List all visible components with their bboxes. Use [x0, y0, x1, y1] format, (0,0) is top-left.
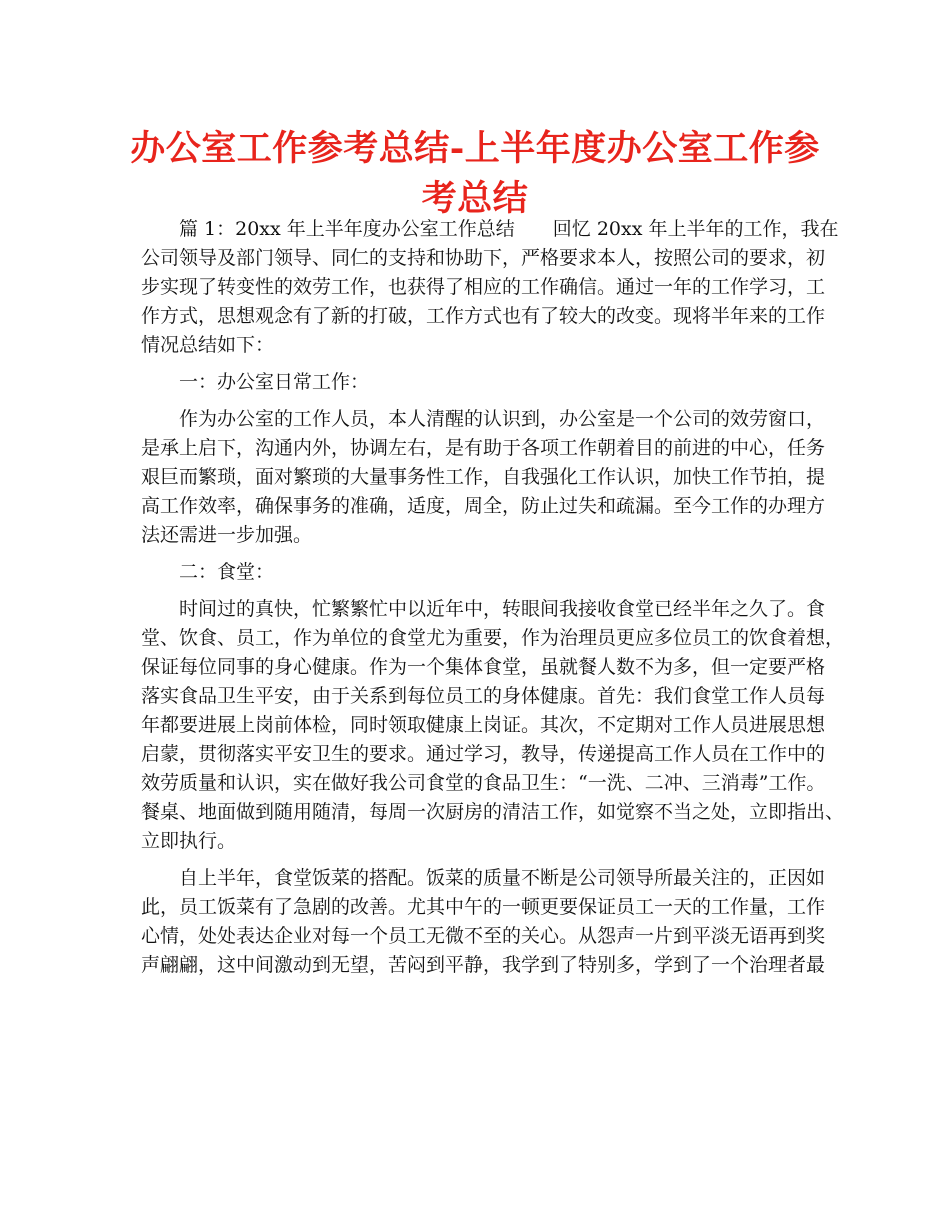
body-text-line: 作方式，思想观念有了新的打破，工作方式也有了较大的改变。现将半年来的工作 — [141, 305, 826, 327]
body-text-line: 餐桌、地面做到随用随清，每周一次厨房的清洁工作，如觉察不当之处，立即指出、 — [141, 801, 845, 823]
body-text-line: 高工作效率，确保事务的准确，适度，周全，防止过失和疏漏。至今工作的办理方 — [141, 495, 826, 517]
body-text-line: 此，员工饭菜有了急剧的改善。尤其中午的一顿更要保证员工一天的工作量，工作 — [141, 896, 826, 918]
body-text-line: 一：办公室日常工作： — [179, 371, 370, 393]
body-text-line: 法还需进一步加强。 — [141, 524, 313, 546]
document-body — [141, 215, 845, 980]
body-text-line: 时间过的真快，忙繁繁忙中以近年中，转眼间我接收食堂已经半年之久了。食 — [179, 598, 826, 620]
body-text-line: 落实食品卫生平安，由于关系到每位员工的身体健康。首先：我们食堂工作人员每 — [141, 685, 826, 707]
document-title: 办公室工作参考总结-上半年度办公室工作参考总结 — [130, 128, 820, 219]
body-text-line: 篇 1：20xx 年上半年度办公室工作总结 回忆 20xx 年上半年的工作，我在 — [179, 218, 839, 240]
body-text-line: 心情，处处表达企业对每一个员工无微不至的关心。从怨声一片到平淡无语再到奖 — [141, 925, 826, 947]
body-text-line: 是承上启下，沟通内外，协调左右，是有助于各项工作朝着目的前进的中心，任务 — [141, 437, 826, 459]
body-text-line: 启蒙，贯彻落实平安卫生的要求。通过学习，教导，传递提高工作人员在工作中的 — [141, 743, 826, 765]
body-text-line: 艰巨而繁琐，面对繁琐的大量事务性工作，自我强化工作认识，加快工作节拍，提 — [141, 466, 826, 488]
body-text-line: 保证每位同事的身心健康。作为一个集体食堂，虽就餐人数不为多，但一定要严格 — [141, 656, 826, 678]
body-text-line: 立即执行。 — [141, 830, 237, 852]
body-text-line: 年都要进展上岗前体检，同时领取健康上岗证。其次，不定期对工作人员进展思想 — [141, 714, 826, 736]
body-text-line: 自上半年，食堂饭菜的搭配。饭菜的质量不断是公司领导所最关注的，正因如 — [179, 867, 826, 889]
body-text-line: 声翩翩，这中间激动到无望，苦闷到平静，我学到了特别多，学到了一个治理者最 — [141, 954, 826, 976]
body-text-line: 步实现了转变性的效劳工作，也获得了相应的工作确信。通过一年的工作学习，工 — [141, 276, 826, 298]
body-text-line: 效劳质量和认识，实在做好我公司食堂的食品卫生：“一洗、二冲、三消毒”工作。 — [141, 772, 826, 794]
body-text-line: 公司领导及部门领导、同仁的支持和协助下，严格要求本人，按照公司的要求，初 — [141, 247, 826, 269]
body-text-line: 作为办公室的工作人员，本人清醒的认识到，办公室是一个公司的效劳窗口， — [179, 408, 826, 430]
body-text-line: 堂、饮食、员工，作为单位的食堂尤为重要，作为治理员更应多位员工的饮食着想， — [141, 627, 845, 649]
body-text-line: 情况总结如下： — [141, 334, 275, 356]
body-text-line: 二：食堂： — [179, 561, 275, 583]
